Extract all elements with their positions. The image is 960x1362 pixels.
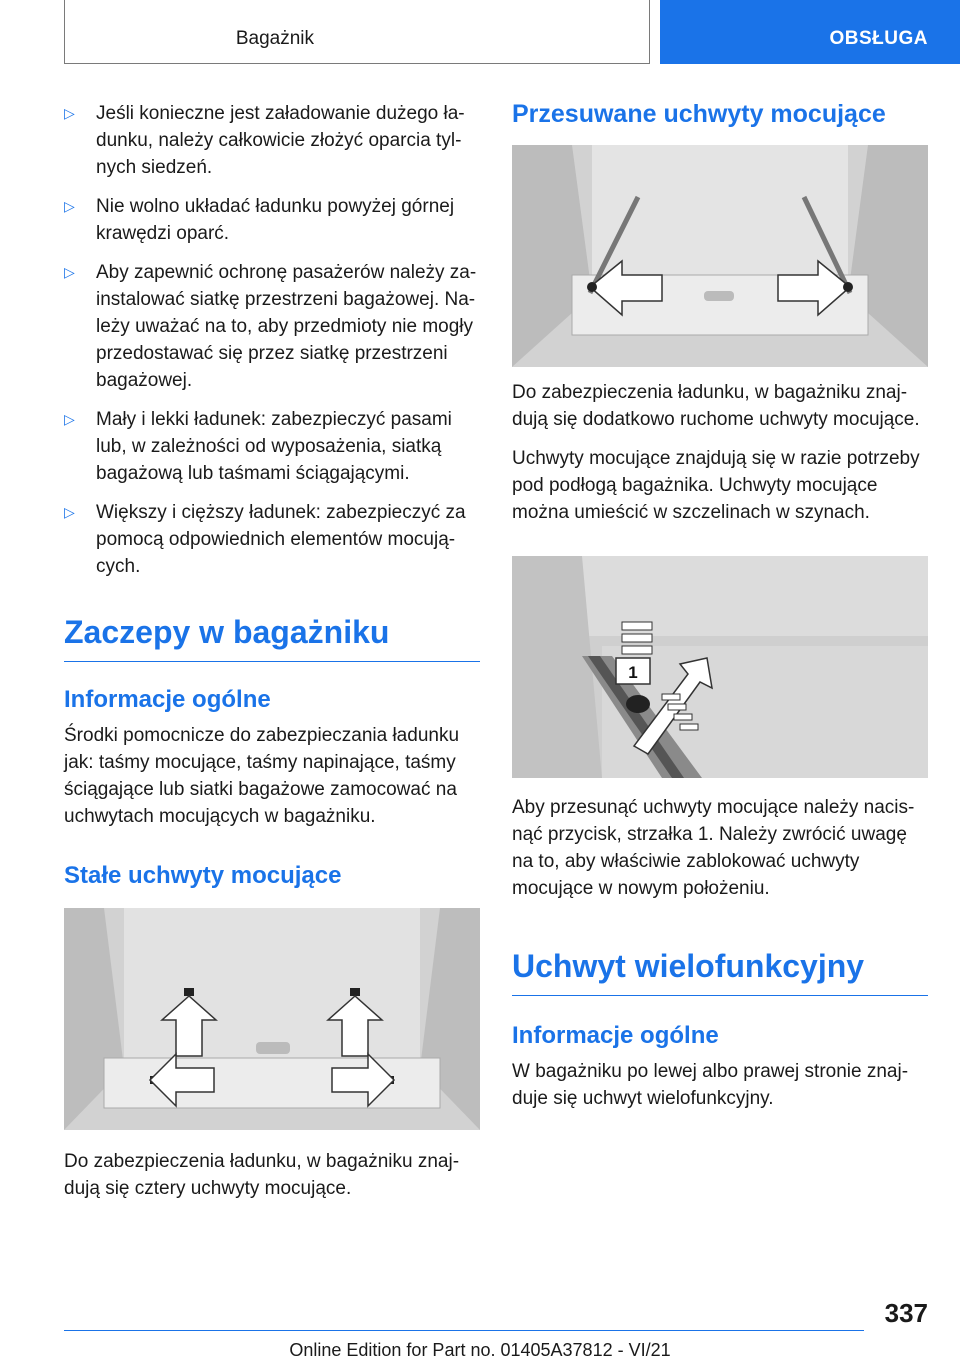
figure-fixed-lashing-eyes <box>64 908 480 1130</box>
chapter-tab[interactable] <box>660 0 960 64</box>
page-number: 337 <box>884 1298 928 1328</box>
section-heading-lashing-eyes: Zaczepy w bagażniku <box>64 614 480 662</box>
figure-sliding-lashing-eyes <box>512 145 928 367</box>
header-box <box>64 0 650 64</box>
list-item: ▷ Większy i cięższy ładunek: zabezpieczyć za pomocą odpowiednich elementów mocujących. <box>64 499 480 580</box>
subheading-fixed-lashing-eyes: Stałe uchwyty mocujące <box>64 862 342 889</box>
general-info-text: Środki pomocnicze do zabezpieczania ładunku jak: taśmy mocujące, taśmy napinające, taśmy ściągające lub siatki bagażowe zamocować na uchwytach mocujących w bagażniku. <box>64 725 460 827</box>
multifunction-hook-text: W bagażniku po lewej albo prawej stronie znajduje się uchwyt wielofunkcyjny. <box>512 1061 909 1109</box>
list-item: ▷ Nie wolno układać ładunku powyżej górnej krawędzi oparć. <box>64 193 480 247</box>
figure-slide-button <box>512 556 928 778</box>
chapter-tab-label: OBSŁUGA <box>829 28 928 49</box>
list-item: ▷ Aby zapewnić ochronę pasażerów należy zainstalować siatkę przestrzeni bagażowej. Należy uważać na to, aby przedmioty nie mogły przedostawać się przez siatkę przestrzeni bagażowej. <box>64 259 480 394</box>
slide-instruction-text: Aby przesunąć uchwyty mocujące należy nacisnąć przycisk, strzałka 1. Należy zwrócić uwagę na to, aby właściwie zablokować uchwyty mocujące w nowym położeniu. <box>512 797 915 899</box>
right-column <box>512 100 928 1112</box>
edition-footer: Online Edition for Part no. 01405A37812 - VI/21 <box>289 1340 671 1360</box>
subheading-sliding-lashing-eyes: Przesuwane uchwyty mocujące <box>512 100 886 128</box>
sliding-intro-text: Do zabezpieczenia ładunku, w bagażniku znajdują się dodatkowo ruchome uchwyty mocujące. <box>512 382 920 430</box>
section-heading-multifunction-hook: Uchwyt wielofunkcyjny <box>512 948 928 996</box>
footer-divider <box>64 1330 864 1331</box>
list-item: ▷ Jeśli konieczne jest załadowanie dużego ładunku, należy całkowicie złożyć oparcia tylnych siedzeń. <box>64 100 480 181</box>
fixed-lashing-eyes-text: Do zabezpieczenia ładunku, w bagażniku znajdują się cztery uchwyty mocujące. <box>64 1151 460 1199</box>
arrow-number-label: 1 <box>628 663 638 682</box>
left-column <box>64 100 480 1202</box>
sliding-location-text: Uchwyty mocujące znajdują się w razie potrzeby pod podłogą bagażnika. Uchwyty mocujące można umieścić w szczelinach w szynach. <box>512 448 920 523</box>
cargo-bullet-list <box>64 100 480 580</box>
subheading-general-info: Informacje ogólne <box>512 1022 719 1049</box>
section-title: Bagażnik <box>235 28 314 49</box>
subheading-general-info: Informacje ogólne <box>64 686 271 713</box>
list-item: ▷ Mały i lekki ładunek: zabezpieczyć pasami lub, w zależności od wyposażenia, siatką bagażową lub taśmami ściągającymi. <box>64 406 480 487</box>
